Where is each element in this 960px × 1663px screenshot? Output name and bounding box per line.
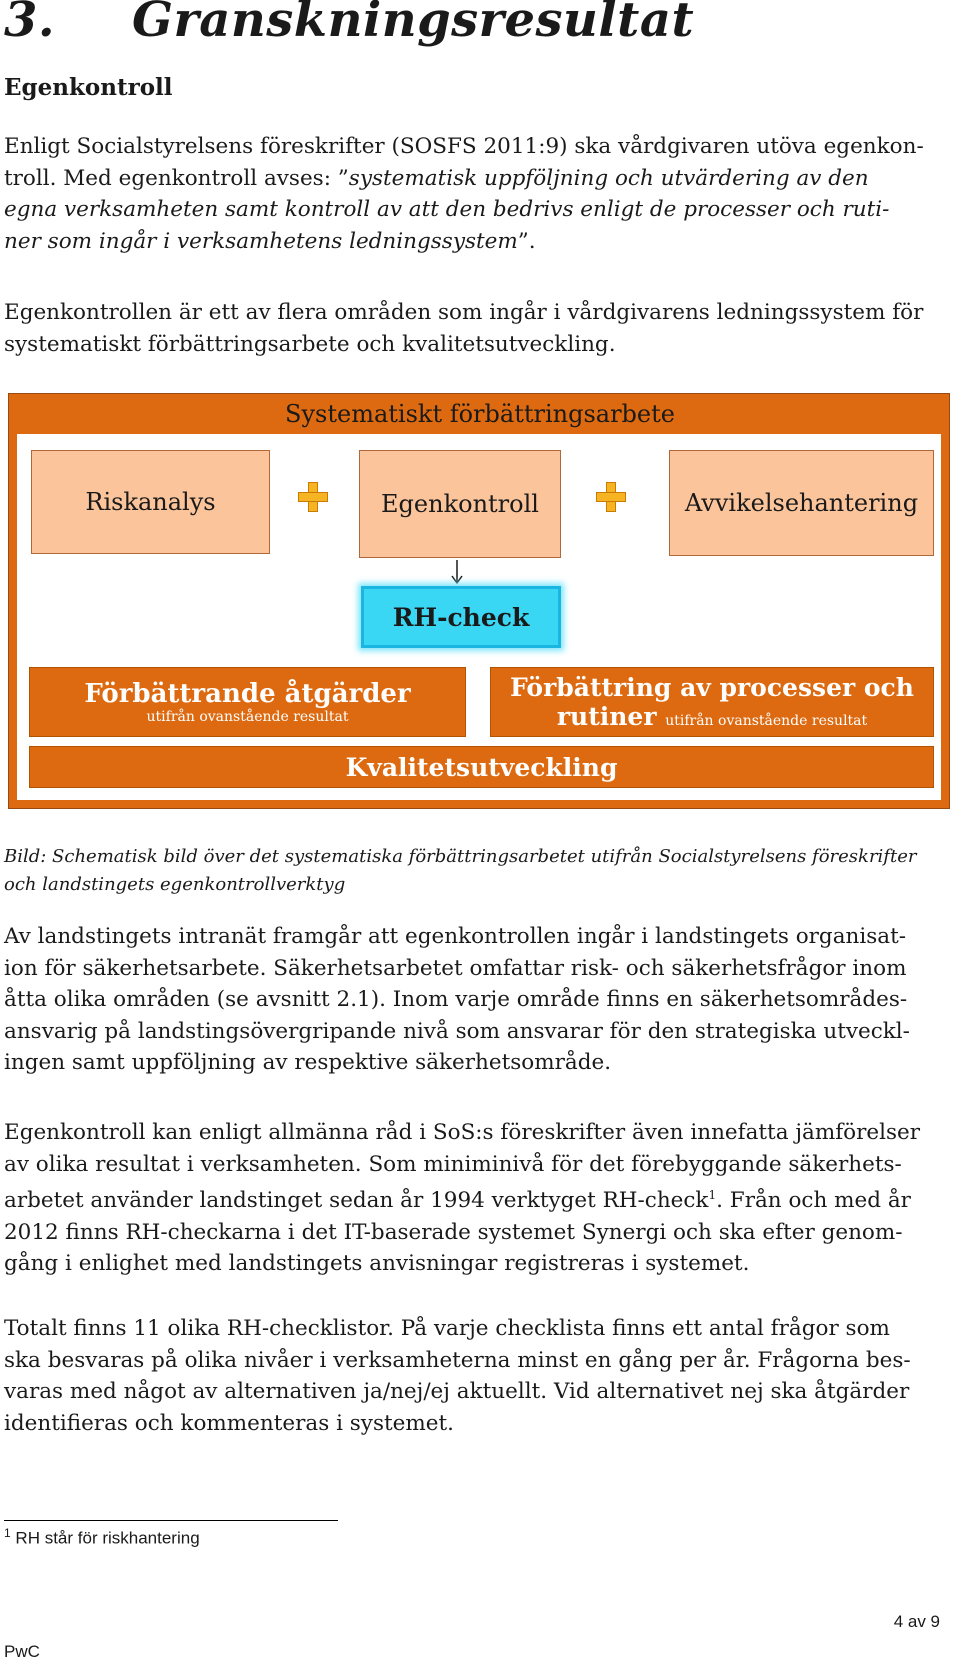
text-line xyxy=(4,1180,950,1217)
footnote-text: RH står för riskhantering xyxy=(15,1528,200,1548)
box-riskanalys: Riskanalys xyxy=(31,450,270,554)
page-number: 4 av 9 xyxy=(893,1612,940,1631)
text-line xyxy=(4,163,950,195)
diagram-title: Systematiskt förbättringsarbete xyxy=(285,400,675,428)
plus-icon xyxy=(596,482,626,512)
action-sub-label: utifrån ovanstående resultat xyxy=(146,709,349,725)
process-main-label-line2 xyxy=(557,702,867,731)
text-line: gång i enlighet med landstingets anvisningar registreras i systemet. xyxy=(4,1251,750,1277)
process-main-label: Förbättring av processer och xyxy=(510,673,914,702)
paragraph-intranat xyxy=(4,921,950,1079)
section-title: Granskningsresultat xyxy=(132,0,695,48)
arrow-down-icon xyxy=(450,560,464,586)
intro-paragraph xyxy=(4,131,950,257)
box-forbattring-processer xyxy=(490,667,934,737)
text-span: troll. Med egenkontroll avses: ” xyxy=(4,165,349,191)
quote-span: systematisk uppföljning och utvärdering av den xyxy=(348,165,869,191)
figure-caption xyxy=(4,843,916,899)
caption-line: Bild: Schematisk bild över det systematiska förbättringsarbetet utifrån Socialstyrelsens föreskrifter xyxy=(4,846,917,867)
paragraph-rh-check xyxy=(4,1117,950,1280)
text-span: . Från och med år xyxy=(716,1188,911,1214)
plus-icon xyxy=(298,482,328,512)
text-line: Av landstingets intranät framgår att egenkontrollen ingår i landstingets organisat- xyxy=(4,924,906,949)
box-egenkontroll: Egenkontroll xyxy=(359,450,561,558)
text-span: arbetet använder landstinget sedan år 1994 verktyget RH-check xyxy=(4,1188,709,1214)
text-line: Enligt Socialstyrelsens föreskrifter (SOSFS 2011:9) ska vårdgivaren utöva egenkon- xyxy=(4,134,924,159)
paragraph-checklistor xyxy=(4,1313,950,1439)
footnote xyxy=(4,1526,200,1549)
process-main-word: rutiner xyxy=(556,702,657,731)
paragraph-ledningssystem xyxy=(4,297,950,360)
box-forbattrande-atgarder xyxy=(29,667,466,737)
box-rh-check: RH-check xyxy=(361,586,561,648)
text-line: åtta olika områden (se avsnitt 2.1). Inom varje område finns en säkerhetsområdes- xyxy=(4,987,908,1012)
section-heading xyxy=(4,0,694,48)
text-line: Egenkontrollen är ett av flera områden som ingår i vårdgivarens ledningssystem för xyxy=(4,300,924,325)
footnote-divider xyxy=(4,1520,338,1521)
text-line: identifieras och kommenteras i systemet. xyxy=(4,1410,454,1436)
box-avvikelsehantering: Avvikelsehantering xyxy=(669,450,934,556)
quote-line: egna verksamheten samt kontroll av att den bedrivs enligt de processer och ruti- xyxy=(4,197,890,222)
subheading: Egenkontroll xyxy=(4,74,173,101)
text-line: ska besvaras på olika nivåer i verksamheterna minst en gång per år. Frågorna bes- xyxy=(4,1347,911,1373)
text-line xyxy=(4,226,950,258)
brand-label: PwC xyxy=(4,1642,40,1661)
text-line: systematiskt förbättringsarbete och kvalitetsutveckling. xyxy=(4,331,616,357)
quote-span: ner som ingår i verksamhetens ledningssystem xyxy=(4,228,518,254)
text-line: ion för säkerhetsarbete. Säkerhetsarbetet omfattar risk- och säkerhetsfrågor inom xyxy=(4,955,907,981)
text-span: ”. xyxy=(517,228,536,254)
text-line: 2012 finns RH-checkarna i det IT-baserade systemet Synergi och ska efter genom- xyxy=(4,1219,903,1245)
text-line: Totalt finns 11 olika RH-checklistor. På varje checklista finns ett antal frågor som xyxy=(4,1316,890,1341)
footnote-number: 1 xyxy=(4,1526,11,1540)
box-kvalitetsutveckling: Kvalitetsutveckling xyxy=(29,746,934,788)
text-line: Egenkontroll kan enligt allmänna råd i SoS:s föreskrifter även innefatta jämförelser xyxy=(4,1120,921,1145)
caption-line: och landstingets egenkontrollverktyg xyxy=(4,874,346,895)
section-number: 3. xyxy=(4,0,56,48)
process-sub-label: utifrån ovanstående resultat xyxy=(665,713,868,729)
action-main-label: Förbättrande åtgärder xyxy=(84,679,411,709)
text-line: ingen samt uppföljning av respektive säkerhetsområde. xyxy=(4,1050,612,1075)
improvement-diagram xyxy=(8,393,950,809)
footnote-ref[interactable]: 1 xyxy=(708,1188,717,1202)
text-line: av olika resultat i verksamheten. Som miniminivå för det förebyggande säkerhets- xyxy=(4,1151,902,1177)
text-line: ansvarig på landstingsövergripande nivå som ansvarar för den strategiska utveckl- xyxy=(4,1018,910,1044)
text-line: varas med något av alternativen ja/nej/ej aktuellt. Vid alternativet nej ska åtgärder xyxy=(4,1379,910,1404)
